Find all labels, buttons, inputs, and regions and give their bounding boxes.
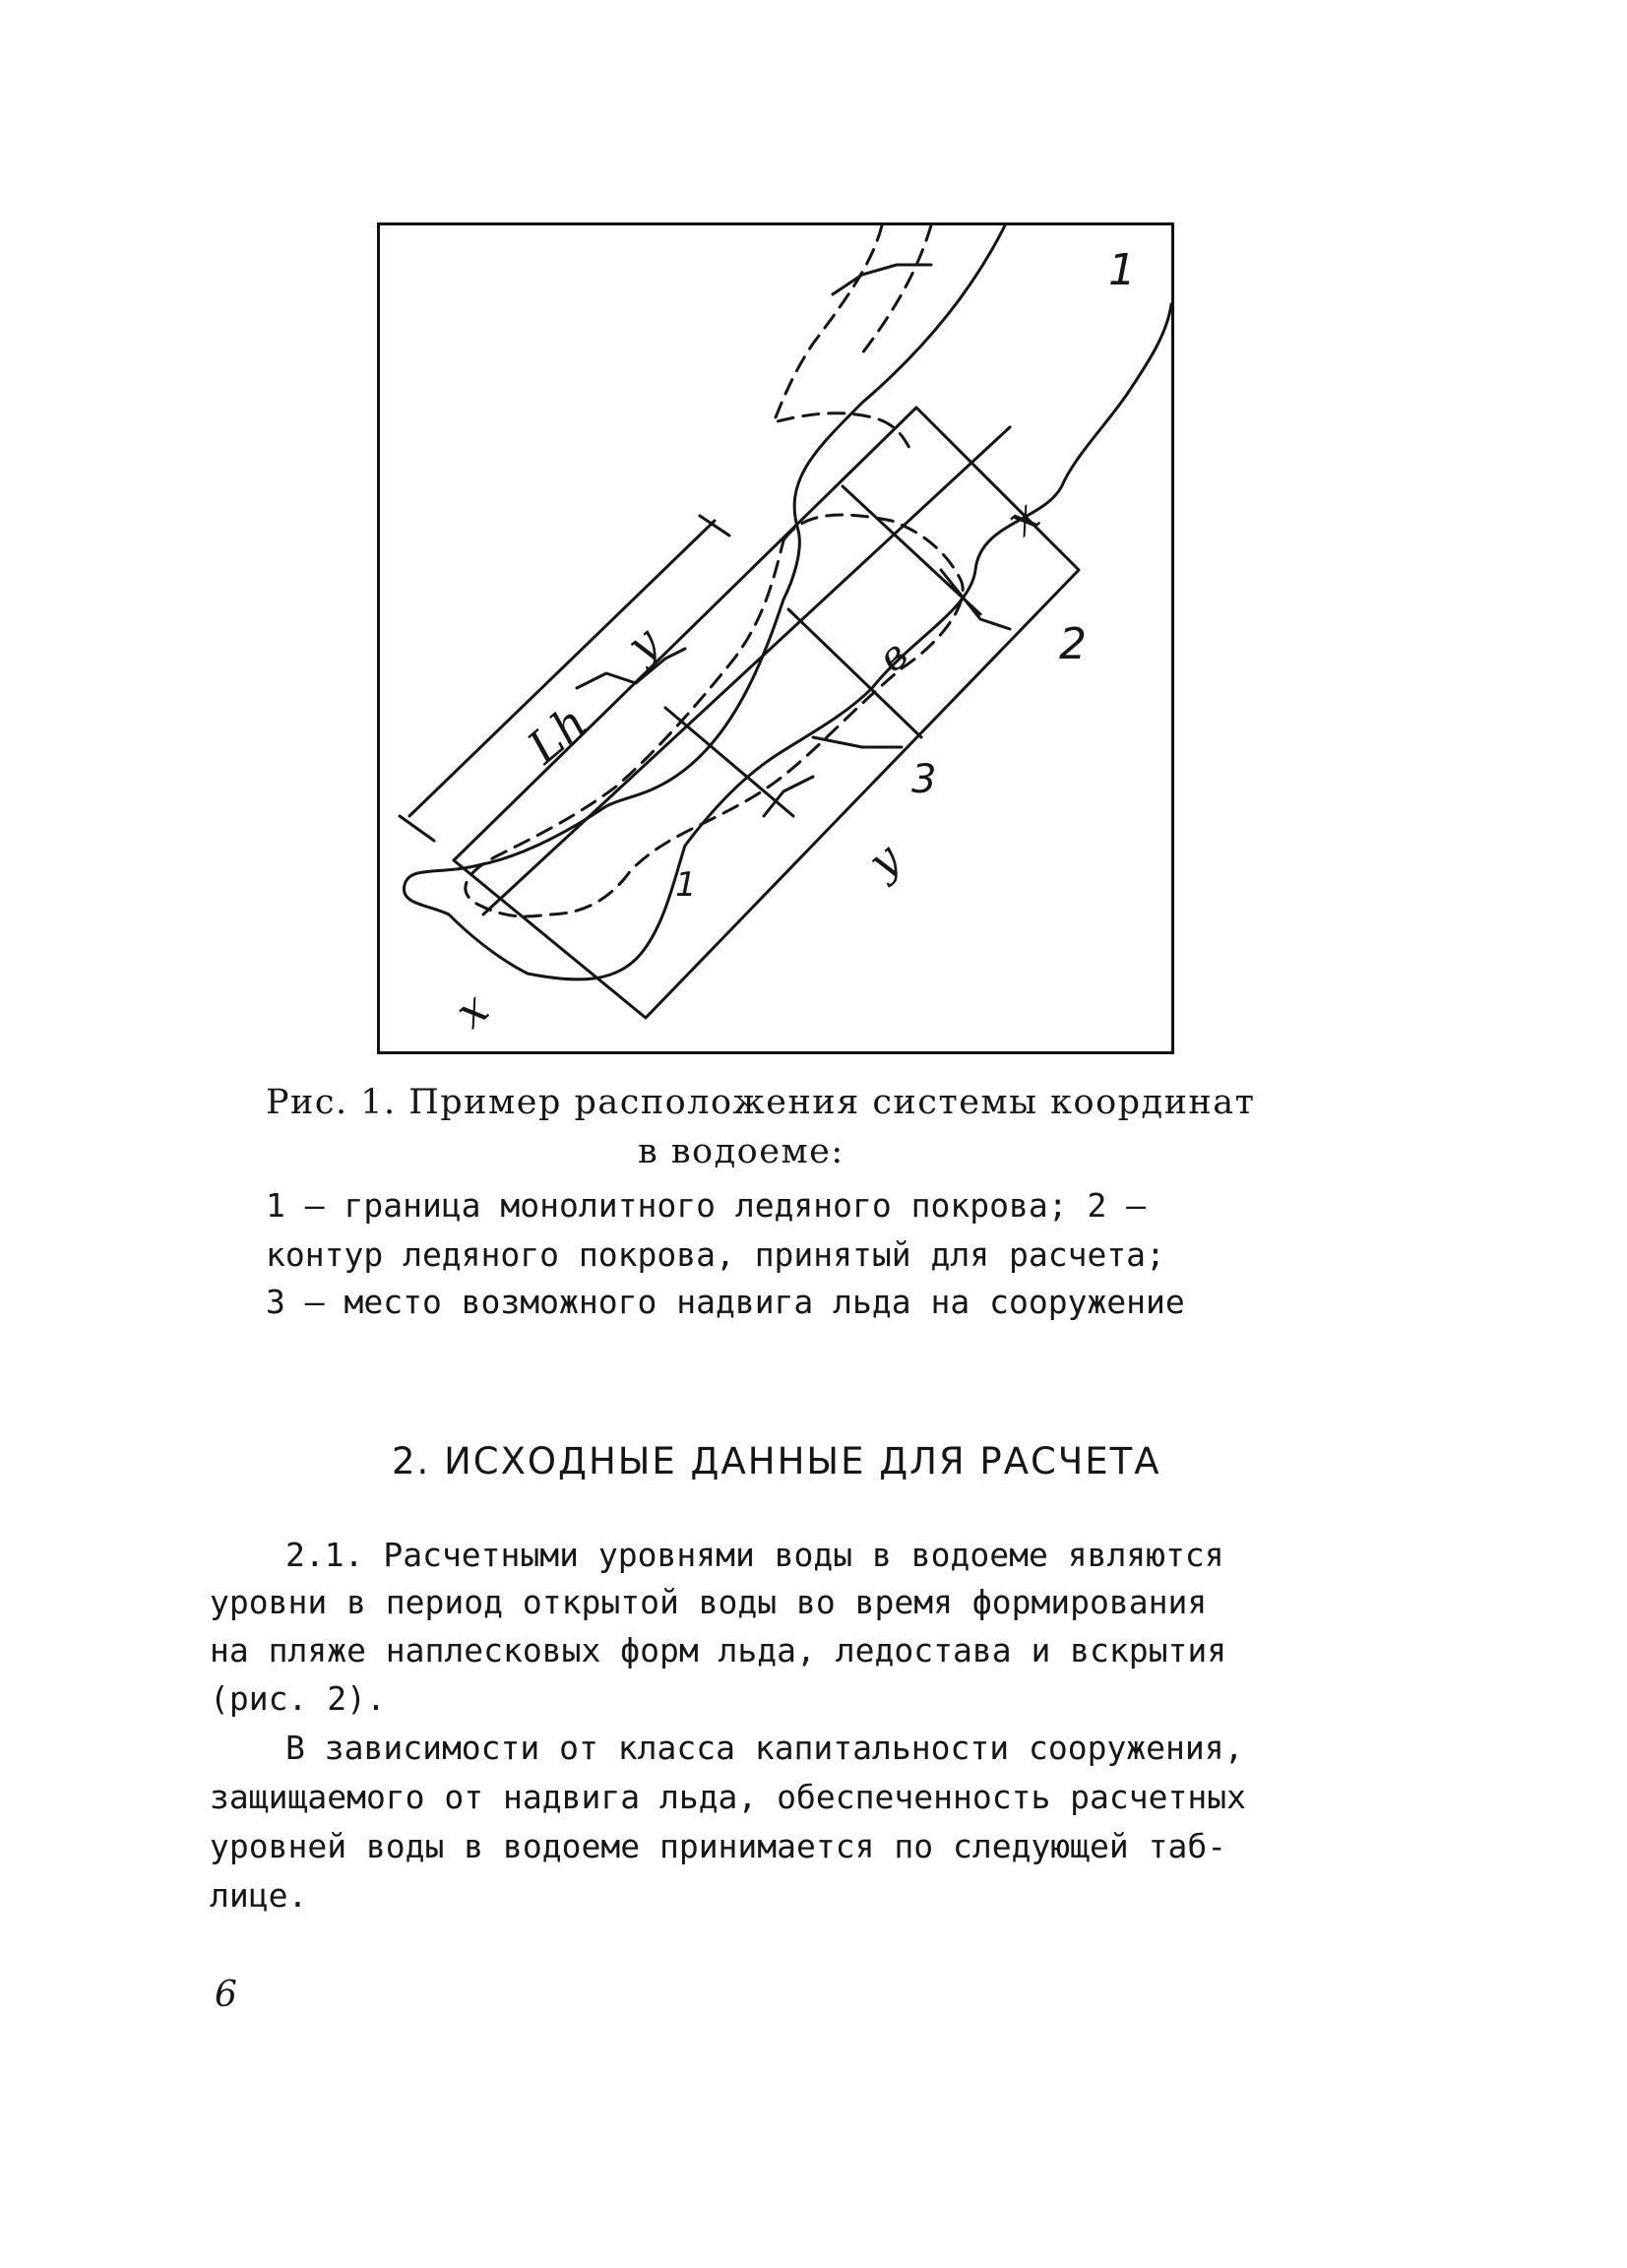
leader-1-top — [833, 265, 931, 294]
y-axis-1 — [665, 708, 793, 816]
label-2: 2 — [1059, 619, 1087, 669]
label-1-bottom: 1 — [675, 865, 697, 905]
paragraph-1-line-1: 2.1. Расчетными уровнями воды в водоеме являются — [285, 1536, 1224, 1574]
paragraph-1-line-3: на пляже наплесковых форм льда, ледостава и вскрытия — [210, 1631, 1227, 1670]
channel-dashed — [774, 225, 911, 452]
figure-legend-line-3: 3 – место возможного надвига льда на сооружение — [266, 1283, 1185, 1321]
figure-1 — [377, 222, 1174, 1054]
paragraph-1-line-2: уровни в период открытой воды во время формирования — [210, 1583, 1208, 1621]
label-x-top: x — [995, 488, 1050, 547]
channel-dashed-2 — [862, 225, 931, 353]
label-x-bottom: x — [444, 980, 499, 1040]
figure-legend-line-2: контур ледяного покрова, принятый для расчета; — [266, 1235, 1165, 1274]
x-axis — [483, 427, 1010, 914]
lh-dimension-line — [409, 521, 715, 816]
label-y-top: y — [617, 616, 669, 672]
paragraph-2-line-4: лице. — [210, 1876, 308, 1915]
section-heading: 2. ИСХОДНЫЕ ДАННЫЕ ДЛЯ РАСЧЕТА — [392, 1440, 1161, 1482]
leader-3 — [813, 737, 902, 747]
shoreline-contour — [404, 225, 1171, 979]
label-b: в — [869, 631, 917, 682]
waterbody-diagram — [380, 225, 1171, 1051]
figure-caption-line-2: в водоеме: — [638, 1132, 845, 1171]
leader-2 — [941, 570, 1010, 629]
figure-caption-line-1: Рис. 1. Пример расположения системы координат — [266, 1083, 1256, 1122]
paragraph-2-line-3: уровней воды в водоеме принимается по следующей таб- — [210, 1827, 1227, 1865]
wavy-inner — [577, 649, 685, 688]
label-y-bottom: y — [858, 833, 910, 889]
label-1-top: 1 — [1108, 245, 1136, 295]
paragraph-2-line-2: защищаемого от надвига льда, обеспеченность расчетных — [210, 1778, 1246, 1816]
page-number: 6 — [215, 1975, 237, 2015]
figure-legend-line-1: 1 – граница монолитного ледяного покрова; 2 – — [266, 1186, 1147, 1225]
label-3: 3 — [911, 757, 937, 802]
paragraph-2-line-1: В зависимости от класса капитальности сооружения, — [285, 1729, 1244, 1767]
label-lh: Lh — [517, 694, 597, 775]
paragraph-1-line-4: (рис. 2). — [210, 1679, 386, 1718]
